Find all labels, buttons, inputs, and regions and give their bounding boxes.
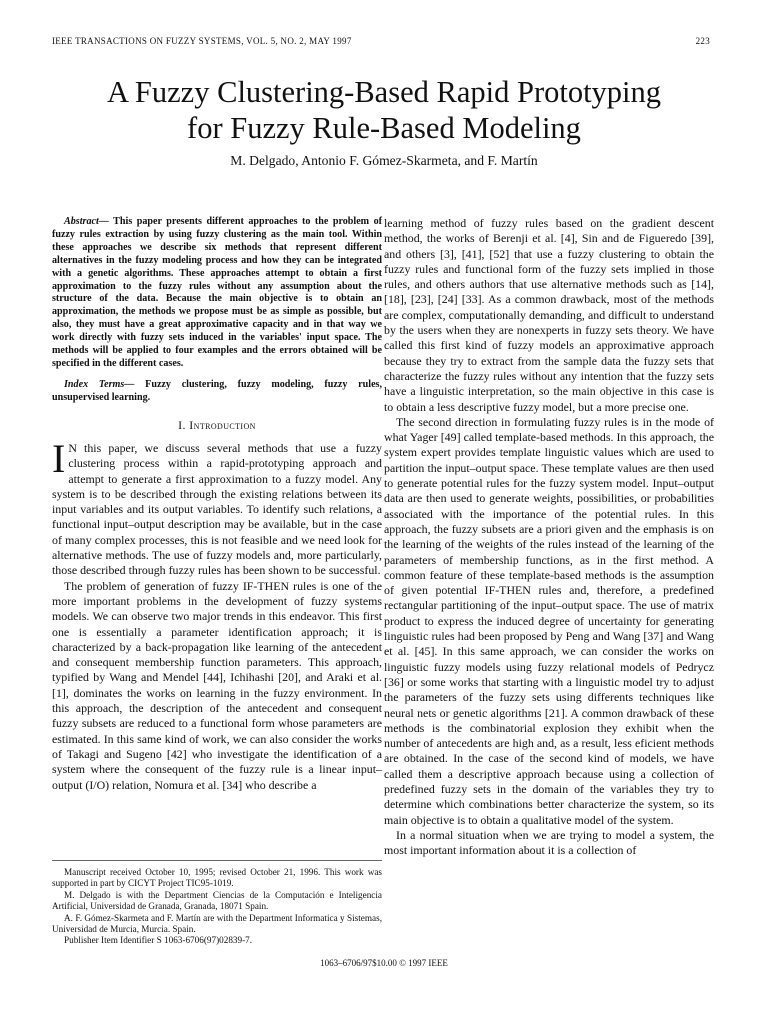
- footnotes: [52, 860, 382, 947]
- footnote-publisher-id: Publisher Item Identifier S 1063-6706(97)02839-7.: [64, 935, 253, 946]
- page-number: 223: [695, 36, 710, 46]
- title-line-1: A Fuzzy Clustering-Based Rapid Prototyping: [106, 75, 662, 109]
- section-heading: [52, 418, 382, 433]
- drop-cap: I: [52, 435, 66, 481]
- intro-paragraph-2: The problem of generation of fuzzy IF-THEN rules is one of the more important problems in the development of fuzzy systems models. We can observe two major trends in this endeavor. This first one is essentially a parameter identification approach; it is characterized by a back-propagation like learning of the antecedent and consequent membership function parameters. This approach, typified by Wang and Mendel [44], Ichihashi [20], and Araki et al. [1], dominates the works on learning in the fuzzy environment. In this approach, the description of the antecedent and consequent fuzzy subsets are reduced to a functional form whose parameters are estimated. In this same kind of work, we can also consider the works of Takagi and Sugeno [42] who investigate the identification of a system where the consequent of the fuzzy rule is a linear input–output (I/O) relation, Nomura et al. [34] who describe a: [52, 578, 382, 792]
- abstract-text: This paper presents different approaches to the problem of fuzzy rules extraction by using fuzzy clustering as the main tool. Within these approaches we describe six methods that represent different alternatives in the fuzzy modeling process and how they can be integrated with a genetic algorithms. These approaches attempt to obtain a first approximation to the fuzzy rules without any assumption about the structure of the data. Because the main objective is to obtain an approximation, the methods we propose must be as simple as possible, but also, they must have a great approximative capacity and in that way we work directly with fuzzy sets induced in the variables' input space. The methods will be applied to four examples and the errors obtained will be specified in the different cases.: [52, 216, 382, 369]
- right-paragraph-3: In a normal situation when we are trying to model a system, the most important information about it is a collection of: [384, 827, 714, 858]
- section-title: Introduction: [189, 417, 256, 432]
- abstract: [52, 216, 382, 371]
- title-line-2: for Fuzzy Rule-Based Modeling: [187, 111, 581, 145]
- index-terms-text: Fuzzy clustering, fuzzy modeling, fuzzy rules, unsupervised learning.: [52, 378, 382, 403]
- intro-paragraph-1: [52, 435, 382, 579]
- footnote-gomez-martin: A. F. Gómez-Skarmeta and F. Martín are with the Department Informatica y Sistemas, Universidad de Murcia, Murcia. Spain.: [52, 912, 382, 935]
- section-number: I.: [178, 417, 190, 432]
- left-column: [52, 216, 382, 793]
- intro-paragraph-1-text: N this paper, we discuss several methods that use a fuzzy clustering process within a rapid-prototyping approach and attempt to generate a first approximation to a fuzzy model. Any system is to be described through the existing relations between its input variables and its output variables. To identify such relations, a functional input–output description may be available, but in the case of many complex processes, this is not feasible and we need look for alternative methods. The use of fuzzy models and, more particularly, those described through fuzzy rules has been shown to be successful.: [52, 440, 382, 578]
- running-header: [52, 36, 710, 46]
- copyright-footer: 1063–6706/97$10.00 © 1997 IEEE: [320, 958, 448, 968]
- right-column: [384, 216, 714, 858]
- index-terms: [52, 379, 382, 405]
- right-paragraph-1: learning method of fuzzy rules based on the gradient descent method, the works of Berenji et al. [4], Sin and de Figueredo [39], and others [3], [41], [52] that use a fuzzy clustering to obtain the fuzzy rules and functional form of the fuzzy sets implied in those rules, and others authors that use alternative methods such as [14], [18], [23], [24] [33]. As a common drawback, most of the methods are complex, computationally demanding, and difficult to understand by the users when they are nonexperts in fuzzy sets theory. We have called this first kind of fuzzy models an approximative approach because they try to extract from the sample data the fuzzy sets that characterize the fuzzy rules without any intention that the fuzzy sets have a linguistic interpretation, so the main objective in this case is to obtain a less descriptive fuzzy model, but a more precise one.: [384, 216, 714, 414]
- right-paragraph-2: The second direction in formulating fuzzy rules is in the mode of what Yager [49] called template-based methods. In this approach, the system expert provides template linguistic values which are used to partition the input–output space. These template values are then used to generate potential rules for the fuzzy system model. Input–output data are then used to generate weights, possibilities, or probabilities associated with the importance of the potential rules. In this approach, the fuzzy subsets are a priori given and the emphasis is on the learning of the weights of the rules instead of the learning of the parameters of membership functions, as in the first method. A common feature of these template-based methods is the assumption of given potential IF-THEN rules and, therefore, a predefined rectangular partitioning of the input–output space. The use of matrix product to express the induced degree of uncertainty for generating linguistic rules had been proposed by Peng and Wang [37] and Wang et al. [45]. In this same approach, we can consider the works on linguistic fuzzy models using fuzzy relational models of Pedrycz [36] or some works that starting with a linguistic model try to adjust the parameters of the fuzzy sets using differents techniques like neural nets or genetic algorithms [21]. A common drawback of these methods is the combinatorial explosion they exhibit when the number of antecedents are high and, as a result, less eficient methods are obtained. In the case of the second kind of models, we have called them a descriptive approach because using a collection of predefined fuzzy sets in the domain of the variables they try to determine which combinations better characterize the system, so its main objective is to obtain a qualitative model of the system.: [384, 414, 714, 827]
- footnote-manuscript: Manuscript received October 10, 1995; revised October 21, 1996. This work was supported in part by CICYT Project TIC95-1019.: [52, 867, 382, 889]
- journal-header: IEEE TRANSACTIONS ON FUZZY SYSTEMS, VOL. 5, NO. 2, MAY 1997: [52, 36, 352, 46]
- abstract-label: Abstract—: [64, 216, 109, 227]
- author-list: M. Delgado, Antonio F. Gómez-Skarmeta, and F. Martín: [230, 153, 538, 168]
- paper-title: [0, 74, 768, 146]
- footnote-delgado: M. Delgado is with the Department Ciencias de la Computación e Inteligencia Artificial, Universidad de Granada, Granada, 18071 Spain.: [52, 889, 382, 912]
- index-terms-label: Index Terms—: [64, 378, 135, 390]
